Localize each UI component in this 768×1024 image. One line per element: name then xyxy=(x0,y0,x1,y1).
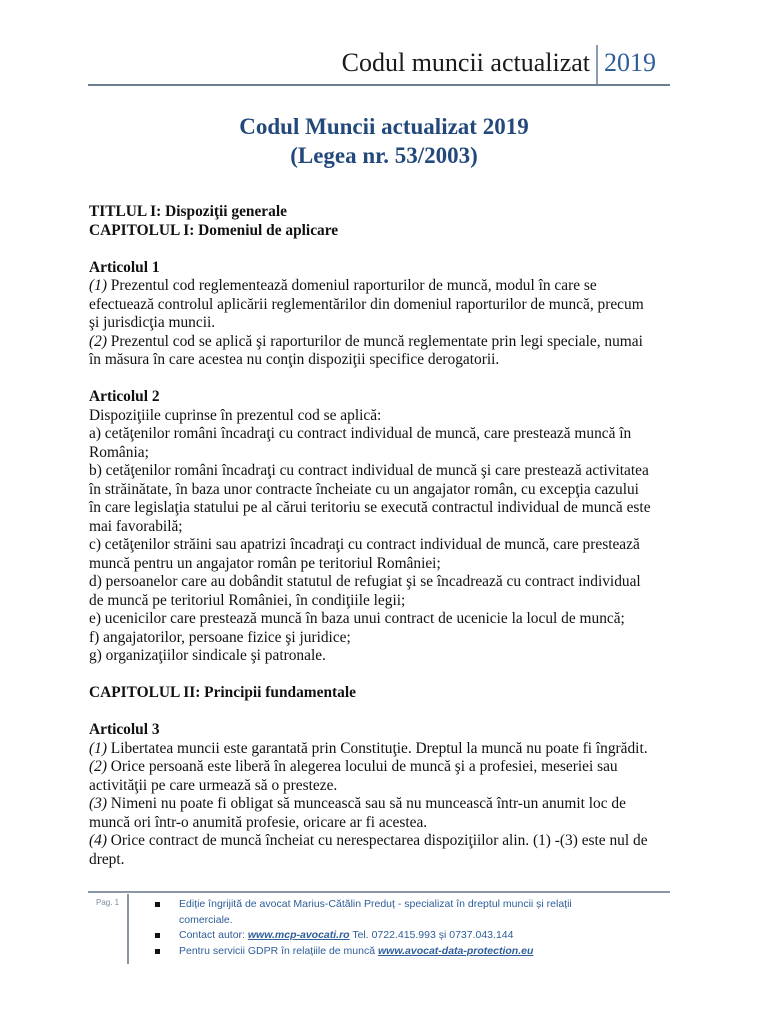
paragraph-line xyxy=(89,277,689,296)
paragraph-line: c) cetăţenilor străini sau apatrizi încadraţi cu contract individual de muncă, care prestează xyxy=(89,536,640,553)
paragraph-line: g) organizaţiilor sindicale şi patronale. xyxy=(89,647,326,664)
gdpr-website-link[interactable]: www.avocat-data-protection.eu xyxy=(378,944,534,957)
paragraph-number: (2) xyxy=(89,758,107,775)
footer-item xyxy=(154,928,674,944)
paragraph-line xyxy=(89,758,689,777)
paragraph-line: în care legislaţia statului pe al cărui teritoriu se execută contractul individual de muncă este xyxy=(89,499,651,516)
header-divider xyxy=(596,45,598,85)
paragraph-line: mai favorabilă; xyxy=(89,517,183,535)
paragraph-line: muncă pentru un angajator român pe teritoriul României; xyxy=(89,554,441,572)
paragraph-line: în străinătate, în baza unor contracte încheiate cu un angajator român, cu excepţia cazului xyxy=(89,480,639,498)
footer-item-text: Tel. 0722.415.993 și 0737.043.144 xyxy=(349,929,514,941)
paragraph-number: (4) xyxy=(89,832,107,849)
footer-notes xyxy=(154,897,674,959)
header-year: 2019 xyxy=(604,48,656,77)
chapter-heading: CAPITOLUL II: Principii fundamentale xyxy=(89,684,356,701)
footer-item xyxy=(154,897,674,928)
paragraph-text: Prezentul cod se aplică şi raporturilor de muncă reglementate prin legi speciale, numai xyxy=(106,332,643,350)
document-body xyxy=(89,203,689,869)
paragraph-line xyxy=(89,740,689,759)
article-heading: Articolul 3 xyxy=(89,721,160,738)
footer-item xyxy=(154,944,674,960)
paragraph-number: (1) xyxy=(89,277,107,294)
article-heading: Articolul 1 xyxy=(89,258,160,276)
paragraph-line: România; xyxy=(89,443,149,461)
paragraph-text: Orice persoană este liberă în alegerea locului de muncă şi a profesiei, meseriei sau xyxy=(106,758,618,775)
paragraph-text: Prezentul cod reglementează domeniul raporturilor de muncă, modul în care se xyxy=(106,277,597,294)
paragraph-line: a) cetăţenilor români încadraţi cu contract individual de muncă, care prestează muncă în xyxy=(89,425,632,442)
paragraph-line xyxy=(89,832,689,851)
article-heading: Articolul 2 xyxy=(89,388,160,405)
document-subtitle: (Legea nr. 53/2003) xyxy=(290,143,478,168)
paragraph-line: efectuează controlul aplicării reglementărilor din domeniul raporturilor de muncă, precum xyxy=(89,295,644,313)
paragraph-line: d) persoanelor care au dobândit statutul de refugiat şi se încadrează cu contract individual xyxy=(89,573,641,590)
footer-divider xyxy=(127,894,129,964)
paragraph-line: b) cetăţenilor români încadraţi cu contract individual de muncă şi care prestează activitatea xyxy=(89,462,649,479)
header-rule xyxy=(88,84,670,86)
paragraph-number: (1) xyxy=(89,739,107,757)
paragraph-line: f) angajatorilor, persoane fizice şi juridice; xyxy=(89,628,351,646)
document-title: Codul Muncii actualizat 2019 xyxy=(239,114,529,139)
paragraph-line: activităţii pe care urmează să o presteze. xyxy=(89,776,338,794)
chapter-heading: CAPITOLUL I: Domeniul de aplicare xyxy=(89,221,339,239)
paragraph-line: Dispoziţiile cuprinse în prezentul cod se aplică: xyxy=(89,406,382,424)
paragraph-number: (2) xyxy=(89,332,107,350)
footer-item-text: comerciale. xyxy=(179,913,233,926)
paragraph-line xyxy=(89,333,689,352)
paragraph-line xyxy=(89,795,689,814)
paragraph-line: şi jurisdicţia muncii. xyxy=(89,314,216,331)
header-title: Codul muncii actualizat xyxy=(341,48,590,77)
paragraph-line: în măsura în care acestea nu conţin dispoziţii specifice derogatorii. xyxy=(89,351,500,368)
paragraph-text: Orice contract de muncă încheiat cu nerespectarea dispoziţiilor alin. (1) -(3) este nul de xyxy=(106,832,648,849)
footer-item-text: Ediție îngrijită de avocat Marius-Cătălin Preduț - specializat în dreptul muncii și relații xyxy=(179,898,572,910)
paragraph-text: Libertatea muncii este garantată prin Constituţie. Dreptul la muncă nu poate fi îngrădit. xyxy=(106,739,648,757)
paragraph-line: muncă ori într-o anumită profesie, oricare ar fi acestea. xyxy=(89,813,428,831)
footer-rule xyxy=(88,891,670,893)
paragraph-number: (3) xyxy=(89,795,107,812)
paragraph-text: Nimeni nu poate fi obligat să muncească sau să nu muncească într-un anumit loc de xyxy=(106,795,626,812)
paragraph-line: de muncă pe teritoriul României, în condiţiile legii; xyxy=(89,591,406,609)
author-website-link[interactable]: www.mcp-avocati.ro xyxy=(247,929,350,941)
titlu-heading: TITLUL I: Dispoziţii generale xyxy=(89,203,287,220)
footer-item-text: Contact autor: xyxy=(179,929,248,941)
paragraph-line: drept. xyxy=(89,850,125,868)
footer-item-text: Pentru servicii GDPR în relațiile de muncă xyxy=(179,944,378,957)
bullet-icon xyxy=(155,949,160,954)
bullet-icon xyxy=(155,933,160,938)
bullet-icon xyxy=(155,902,160,907)
page-number: Pag. 1 xyxy=(96,898,120,907)
paragraph-line: e) ucenicilor care prestează muncă în baza unui contract de ucenicie la locul de muncă; xyxy=(89,610,625,627)
